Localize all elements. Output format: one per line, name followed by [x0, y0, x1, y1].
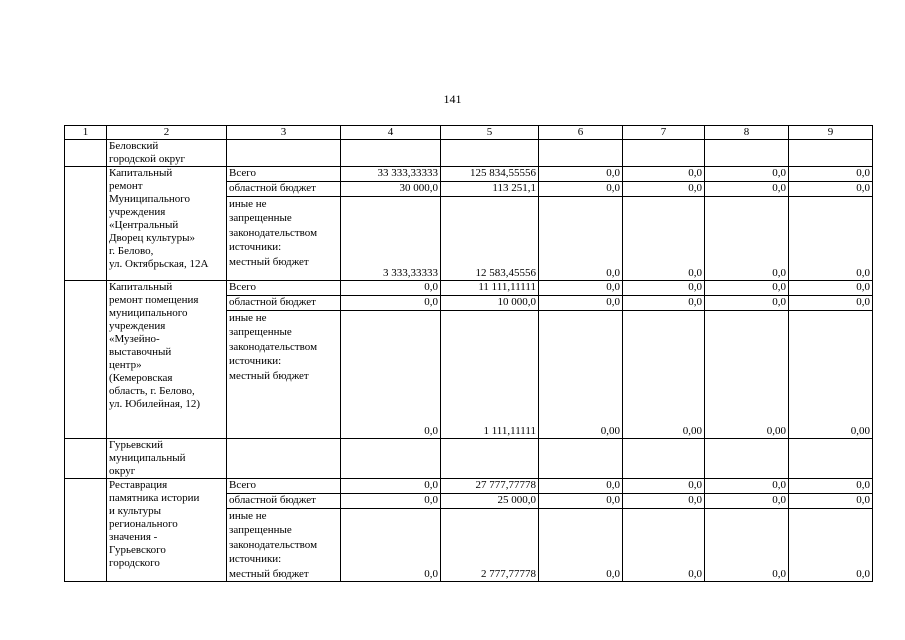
cell-line: учреждения [109, 206, 166, 218]
cell-line: источники: [229, 241, 282, 254]
object-name-cell [107, 281, 227, 439]
amount-cell: 0,0 [789, 494, 873, 509]
cell-line: законодательством [229, 340, 318, 353]
funding-source-cell [227, 311, 341, 439]
cell-line: местный бюджет [229, 567, 309, 580]
funding-source-cell [227, 494, 341, 509]
empty-cell [341, 140, 441, 167]
funding-source-cell [227, 296, 341, 311]
amount-cell: 30 000,0 [341, 182, 441, 197]
cell-line: областной бюджет [229, 494, 316, 506]
cell-line: и культуры [109, 505, 161, 517]
header-cell: 8 [705, 126, 789, 140]
cell-line: Гурьевского [109, 544, 166, 556]
amount-cell: 0,0 [623, 197, 705, 281]
amount-cell: 0,0 [623, 479, 705, 494]
cell-line: выставочный [109, 346, 172, 358]
funding-source-cell [227, 197, 341, 281]
district-name-cell [107, 140, 227, 167]
amount-cell: 0,0 [539, 509, 623, 582]
amount-cell: 0,0 [705, 479, 789, 494]
cell-line: запрещенные [229, 326, 292, 339]
cell-line: муниципального [109, 307, 188, 319]
cell-line: муниципальный [109, 452, 186, 464]
empty-cell [227, 140, 341, 167]
cell-line: Беловский [109, 140, 159, 152]
empty-cell [623, 439, 705, 479]
cell-line: учреждения [109, 320, 166, 332]
amount-cell: 0,0 [539, 479, 623, 494]
amount-cell: 0,0 [341, 509, 441, 582]
amount-cell: 0,0 [623, 494, 705, 509]
amount-cell: 125 834,55556 [441, 167, 539, 182]
number-cell [65, 167, 107, 281]
empty-cell [227, 439, 341, 479]
cell-line: (Кемеровская [109, 372, 173, 384]
cell-line: иные не [229, 198, 267, 210]
cell-line: источники: [229, 553, 282, 566]
amount-cell: 0,0 [789, 296, 873, 311]
amount-cell: 0,0 [705, 494, 789, 509]
empty-cell [789, 140, 873, 167]
amount-cell: 0,0 [539, 296, 623, 311]
cell-line: памятника истории [109, 492, 200, 504]
amount-cell: 0,0 [341, 281, 441, 296]
district-row [65, 439, 873, 479]
amount-cell: 11 111,11111 [441, 281, 539, 296]
amount-cell: 1 111,11111 [441, 311, 539, 439]
amount-cell: 0,0 [539, 281, 623, 296]
cell-line: источники: [229, 355, 282, 368]
empty-cell [441, 439, 539, 479]
cell-line: законодательством [229, 226, 318, 239]
district-name-cell [107, 439, 227, 479]
cell-line: ремонт [109, 180, 143, 192]
funding-source-cell [227, 281, 341, 296]
cell-line: местный бюджет [229, 369, 309, 382]
cell-line: Муниципального [109, 193, 191, 205]
amount-cell: 0,00 [623, 311, 705, 439]
number-cell [65, 140, 107, 167]
number-cell [65, 479, 107, 582]
amount-cell: 0,0 [705, 296, 789, 311]
amount-cell: 33 333,33333 [341, 167, 441, 182]
empty-cell [705, 140, 789, 167]
cell-line: значения - [109, 531, 158, 543]
cell-line: иные не [229, 312, 267, 324]
amount-cell: 0,0 [789, 281, 873, 296]
header-row [65, 126, 873, 140]
funding-source-cell [227, 167, 341, 182]
cell-line: Всего [229, 479, 256, 491]
cell-line: городской округ [109, 153, 186, 165]
header-cell: 2 [107, 126, 227, 140]
amount-cell: 0,0 [539, 197, 623, 281]
cell-line: областной бюджет [229, 182, 316, 194]
cell-line: центр» [109, 359, 142, 371]
funding-row [65, 479, 873, 494]
header-cell: 7 [623, 126, 705, 140]
amount-cell: 12 583,45556 [441, 197, 539, 281]
cell-line: ул. Юбилейная, 12) [109, 398, 201, 410]
cell-line: регионального [109, 518, 178, 530]
empty-cell [623, 140, 705, 167]
cell-line: Всего [229, 281, 256, 293]
cell-line: Реставрация [109, 479, 168, 491]
cell-line: г. Белово, [109, 245, 154, 257]
amount-cell: 0,0 [705, 167, 789, 182]
amount-cell: 0,0 [623, 509, 705, 582]
header-cell: 9 [789, 126, 873, 140]
amount-cell: 0,0 [705, 281, 789, 296]
header-cell: 6 [539, 126, 623, 140]
cell-line: ул. Октябрьская, 12А [109, 258, 209, 270]
cell-line: Дворец культуры» [109, 232, 195, 244]
funding-source-cell [227, 509, 341, 582]
amount-cell: 0,0 [341, 296, 441, 311]
empty-cell [539, 140, 623, 167]
empty-cell [539, 439, 623, 479]
amount-cell: 0,00 [705, 311, 789, 439]
amount-cell: 0,0 [341, 479, 441, 494]
header-cell: 5 [441, 126, 539, 140]
empty-cell [705, 439, 789, 479]
amount-cell: 0,0 [789, 509, 873, 582]
amount-cell: 27 777,77778 [441, 479, 539, 494]
amount-cell: 0,0 [789, 479, 873, 494]
funding-source-cell [227, 479, 341, 494]
cell-line: местный бюджет [229, 255, 309, 268]
district-row [65, 140, 873, 167]
amount-cell: 3 333,33333 [341, 197, 441, 281]
amount-cell: 0,0 [623, 296, 705, 311]
cell-line: округ [109, 465, 136, 477]
cell-line: ремонт помещения [109, 294, 199, 306]
header-cell: 3 [227, 126, 341, 140]
funding-source-cell [227, 182, 341, 197]
cell-line: «Центральный [109, 219, 179, 231]
amount-cell: 0,0 [789, 197, 873, 281]
cell-line: Гурьевский [109, 439, 163, 451]
cell-line: городского [109, 557, 160, 569]
amount-cell: 0,0 [705, 182, 789, 197]
amount-cell: 0,0 [341, 494, 441, 509]
cell-line: запрещенные [229, 524, 292, 537]
number-cell [65, 281, 107, 439]
amount-cell: 0,0 [705, 197, 789, 281]
financing-table [64, 125, 873, 582]
funding-row [65, 281, 873, 296]
amount-cell: 0,0 [623, 182, 705, 197]
header-cell: 4 [341, 126, 441, 140]
amount-cell: 0,0 [705, 509, 789, 582]
amount-cell: 113 251,1 [441, 182, 539, 197]
cell-line: Всего [229, 167, 256, 179]
cell-line: «Музейно- [109, 333, 160, 345]
amount-cell: 0,0 [789, 182, 873, 197]
cell-line: запрещенные [229, 212, 292, 225]
cell-line: законодательством [229, 538, 318, 551]
amount-cell: 2 777,77778 [441, 509, 539, 582]
amount-cell: 0,0 [341, 311, 441, 439]
object-name-cell [107, 167, 227, 281]
amount-cell: 0,00 [789, 311, 873, 439]
amount-cell: 10 000,0 [441, 296, 539, 311]
amount-cell: 0,0 [789, 167, 873, 182]
header-cell: 1 [65, 126, 107, 140]
empty-cell [441, 140, 539, 167]
cell-line: иные не [229, 510, 267, 522]
empty-cell [789, 439, 873, 479]
number-cell [65, 439, 107, 479]
cell-line: область, г. Белово, [109, 385, 195, 397]
amount-cell: 0,00 [539, 311, 623, 439]
object-name-cell [107, 479, 227, 582]
cell-line: областной бюджет [229, 296, 316, 308]
page-number: 141 [443, 92, 462, 106]
amount-cell: 0,0 [623, 281, 705, 296]
cell-line: Капитальный [109, 167, 173, 179]
empty-cell [341, 439, 441, 479]
amount-cell: 0,0 [539, 182, 623, 197]
amount-cell: 0,0 [539, 167, 623, 182]
amount-cell: 25 000,0 [441, 494, 539, 509]
amount-cell: 0,0 [539, 494, 623, 509]
funding-row [65, 167, 873, 182]
amount-cell: 0,0 [623, 167, 705, 182]
cell-line: Капитальный [109, 281, 173, 293]
